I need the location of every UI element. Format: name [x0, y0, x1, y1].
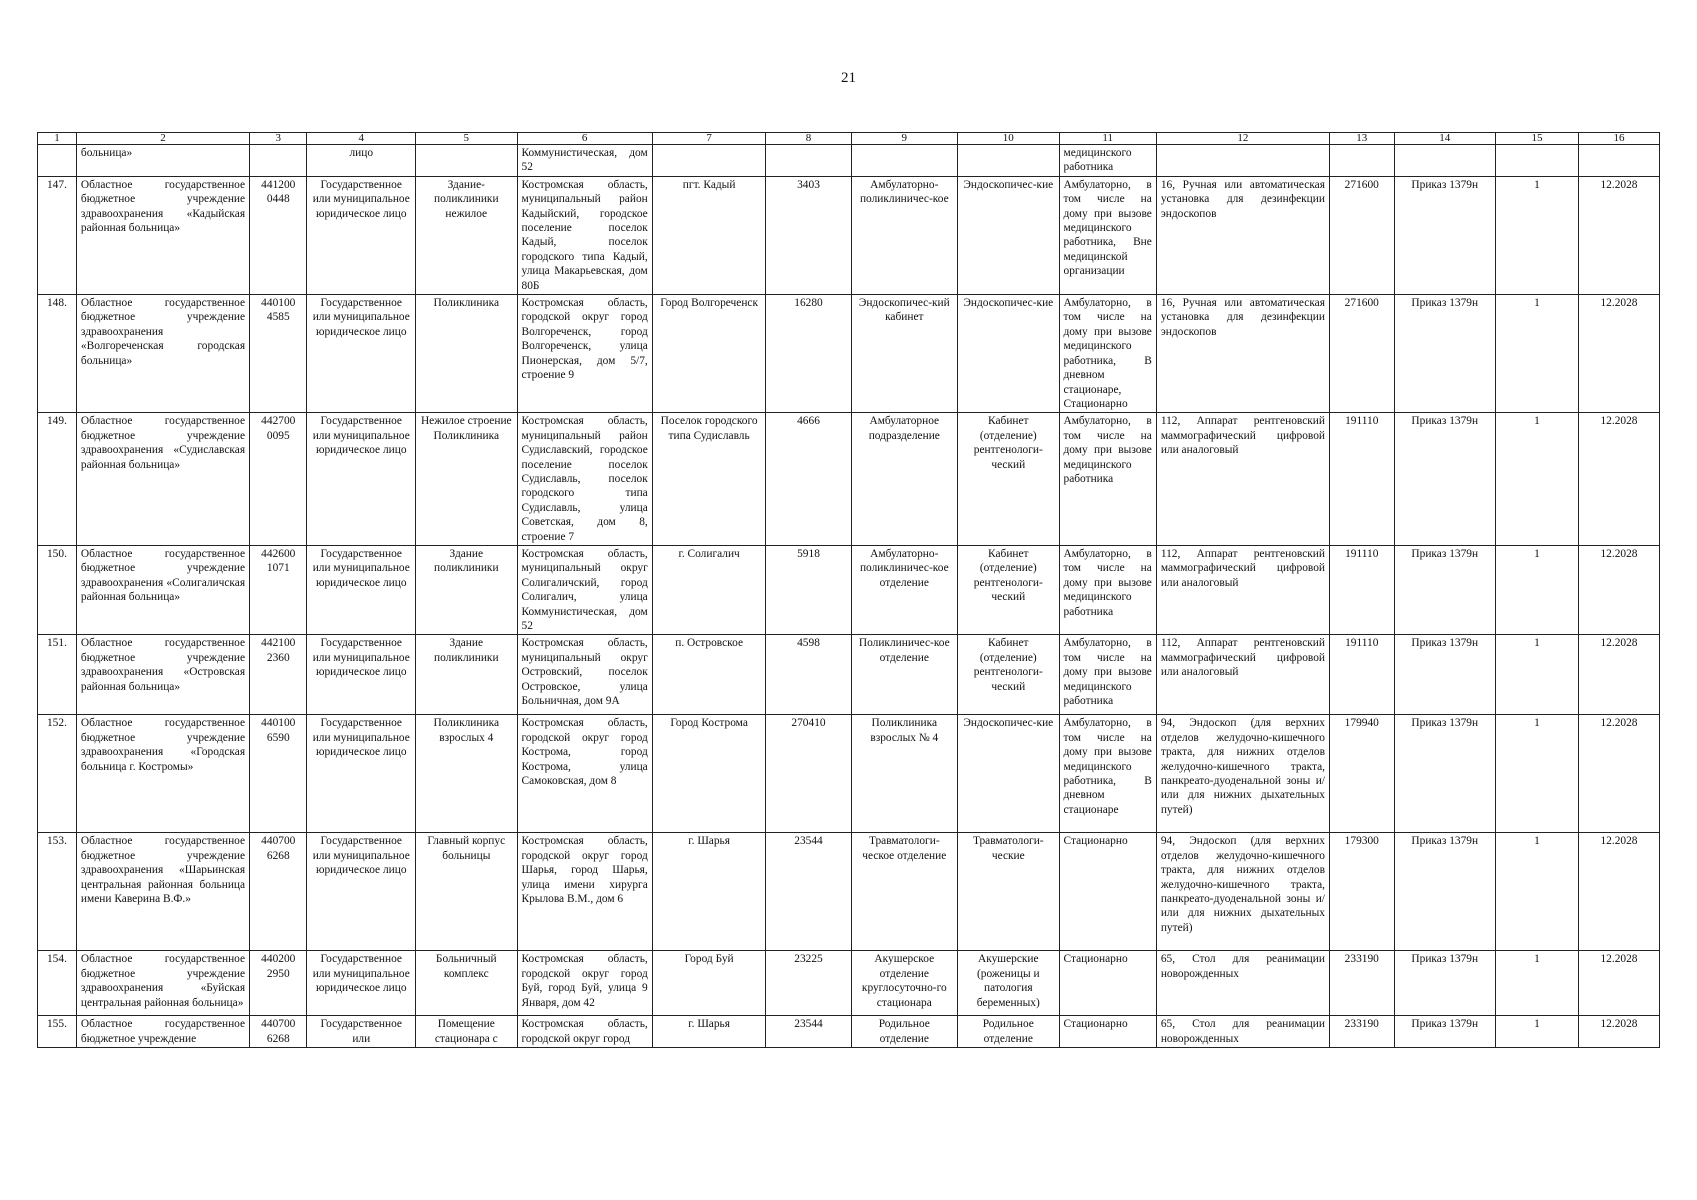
cell-building: Больничный комплекс	[416, 951, 517, 1016]
cell-oktmo-code: 442700 0095	[250, 413, 307, 546]
cell-deadline: 12.2028	[1578, 635, 1659, 715]
cell-legal-form: Государственное или	[307, 1016, 416, 1048]
cell-subdivision: Амбулаторное подразделение	[851, 413, 958, 546]
cell-oktmo-code: 440200 2950	[250, 951, 307, 1016]
cell-quantity: 1	[1495, 833, 1578, 951]
cell-institution-name: Областное государственное бюджетное учреждение здравоохранения «Солигаличская районная больница»	[76, 545, 249, 634]
cell-deadline: 12.2028	[1578, 715, 1659, 833]
cell-population: 3403	[766, 176, 851, 294]
cell-population: 23225	[766, 951, 851, 1016]
cell-deadline	[1578, 145, 1659, 177]
cell-row-number: 153.	[38, 833, 77, 951]
cell-institution-name: Областное государственное бюджетное учреждение здравоохранения «Кадыйская районная больница»	[76, 176, 249, 294]
cell-population: 270410	[766, 715, 851, 833]
cell-locality: Поселок городского типа Судиславль	[652, 413, 766, 546]
cell-population: 4598	[766, 635, 851, 715]
table-row	[38, 635, 1660, 715]
cell-profile: Кабинет (отделение) рентгенологи-ческий	[958, 635, 1059, 715]
cell-address: Костромская область, городской округ город	[517, 1016, 652, 1048]
cell-care-form: Амбулаторно, в том числе на дому при вызове медицинского работника	[1059, 635, 1156, 715]
cell-population: 5918	[766, 545, 851, 634]
cell-equipment-code: 179300	[1329, 833, 1394, 951]
cell-population: 23544	[766, 833, 851, 951]
cell-quantity: 1	[1495, 715, 1578, 833]
cell-institution-name: Областное государственное бюджетное учреждение здравоохранения «Островская районная больница»	[76, 635, 249, 715]
cell-address: Костромская область, муниципальный район Судиславский, городское поселение поселок Судиславль, поселок городского типа Судиславль, улица Советская, дом 8, строение 7	[517, 413, 652, 546]
page-number: 21	[841, 70, 856, 86]
cell-subdivision	[851, 145, 958, 177]
cell-subdivision: Травматологи-ческое отделение	[851, 833, 958, 951]
cell-quantity	[1495, 145, 1578, 177]
cell-profile: Эндоскопичес-кие	[958, 176, 1059, 294]
cell-building: Главный корпус больницы	[416, 833, 517, 951]
cell-population	[766, 145, 851, 177]
column-number-header: 2	[76, 133, 249, 145]
cell-row-number: 151.	[38, 635, 77, 715]
cell-equipment-code: 191110	[1329, 545, 1394, 634]
cell-institution-name: Областное государственное бюджетное учреждение здравоохранения «Волгореченская городская больница»	[76, 295, 249, 413]
cell-row-number: 150.	[38, 545, 77, 634]
cell-equipment: 112, Аппарат рентгеновский маммографический цифровой или аналоговый	[1156, 635, 1329, 715]
cell-address: Костромская область, городской округ город Кострома, город Кострома, улица Самоковская, дом 8	[517, 715, 652, 833]
cell-quantity: 1	[1495, 1016, 1578, 1048]
cell-legal-form: Государственное или муниципальное юридическое лицо	[307, 951, 416, 1016]
cell-building: Помещение стационара с	[416, 1016, 517, 1048]
cell-profile	[958, 145, 1059, 177]
column-number-header: 15	[1495, 133, 1578, 145]
cell-institution-name: Областное государственное бюджетное учреждение здравоохранения «Шарьинская центральная районная больница имени Каверина В.Ф.»	[76, 833, 249, 951]
cell-care-form: Амбулаторно, в том числе на дому при вызове медицинского работника, В дневном стационаре, Стационарно	[1059, 295, 1156, 413]
cell-oktmo-code: 440100 6590	[250, 715, 307, 833]
cell-deadline: 12.2028	[1578, 833, 1659, 951]
table-body	[38, 145, 1660, 1048]
cell-building: Нежилое строение Поликлиника	[416, 413, 517, 546]
column-number-row	[38, 133, 1660, 145]
column-number-header: 11	[1059, 133, 1156, 145]
cell-subdivision: Поликлиника взрослых № 4	[851, 715, 958, 833]
cell-locality	[652, 145, 766, 177]
cell-deadline: 12.2028	[1578, 413, 1659, 546]
cell-building: Поликлиника взрослых 4	[416, 715, 517, 833]
cell-institution-name: Областное государственное бюджетное учреждение здравоохранения «Буйская центральная районная больница»	[76, 951, 249, 1016]
cell-equipment: 94, Эндоскоп (для верхних отделов желудочно-кишечного тракта, для нижних отделов желудочно-кишечного тракта, панкреато-дуоденальной зоны и/или для нижних дыхательных путей)	[1156, 715, 1329, 833]
table-row	[38, 545, 1660, 634]
cell-quantity: 1	[1495, 176, 1578, 294]
cell-subdivision: Эндоскопичес-кий кабинет	[851, 295, 958, 413]
cell-equipment-code	[1329, 145, 1394, 177]
cell-equipment: 94, Эндоскоп (для верхних отделов желудочно-кишечного тракта, для нижних отделов желудочно-кишечного тракта, панкреато-дуоденальной зоны и/или для нижних дыхательных путей)	[1156, 833, 1329, 951]
cell-subdivision: Родильное отделение	[851, 1016, 958, 1048]
cell-address: Костромская область, муниципальный округ Островский, поселок Островское, улица Больничная, дом 9А	[517, 635, 652, 715]
cell-locality: г. Солигалич	[652, 545, 766, 634]
cell-subdivision: Поликлиничес-кое отделение	[851, 635, 958, 715]
column-number-header: 5	[416, 133, 517, 145]
table-row	[38, 833, 1660, 951]
cell-legal-form: лицо	[307, 145, 416, 177]
cell-legal-form: Государственное или муниципальное юридическое лицо	[307, 545, 416, 634]
cell-row-number: 155.	[38, 1016, 77, 1048]
cell-care-form: медицинского работника	[1059, 145, 1156, 177]
cell-locality: пгт. Кадый	[652, 176, 766, 294]
cell-legal-form: Государственное или муниципальное юридическое лицо	[307, 635, 416, 715]
cell-locality: Город Волгореченск	[652, 295, 766, 413]
table-row	[38, 715, 1660, 833]
cell-row-number: 147.	[38, 176, 77, 294]
cell-address: Костромская область, городской округ город Волгореченск, город Волгореченск, улица Пионерская, дом 5/7, строение 9	[517, 295, 652, 413]
cell-care-form: Стационарно	[1059, 1016, 1156, 1048]
cell-order: Приказ 1379н	[1394, 635, 1495, 715]
cell-population: 23544	[766, 1016, 851, 1048]
cell-quantity: 1	[1495, 295, 1578, 413]
cell-profile: Травматологи-ческие	[958, 833, 1059, 951]
column-number-header: 10	[958, 133, 1059, 145]
cell-care-form: Амбулаторно, в том числе на дому при вызове медицинского работника	[1059, 413, 1156, 546]
cell-equipment: 16, Ручная или автоматическая установка для дезинфекции эндоскопов	[1156, 295, 1329, 413]
cell-care-form: Амбулаторно, в том числе на дому при вызове медицинского работника, В дневном стационаре	[1059, 715, 1156, 833]
table-row	[38, 951, 1660, 1016]
table-row	[38, 176, 1660, 294]
cell-address: Костромская область, муниципальный район Кадыйский, городское поселение поселок Кадый, поселок городского типа Кадый, улица Макарьевская, дом 80Б	[517, 176, 652, 294]
column-number-header: 9	[851, 133, 958, 145]
cell-address: Костромская область, городской округ город Шарья, город Шарья, улица имени хирурга Крылова В.М., дом 6	[517, 833, 652, 951]
cell-profile: Акушерские (роженицы и патология беременных)	[958, 951, 1059, 1016]
cell-deadline: 12.2028	[1578, 1016, 1659, 1048]
cell-profile: Кабинет (отделение) рентгенологи-ческий	[958, 545, 1059, 634]
cell-row-number: 154.	[38, 951, 77, 1016]
cell-locality: г. Шарья	[652, 1016, 766, 1048]
cell-equipment-code: 191110	[1329, 413, 1394, 546]
cell-institution-name: Областное государственное бюджетное учреждение	[76, 1016, 249, 1048]
cell-locality: г. Шарья	[652, 833, 766, 951]
cell-locality: п. Островское	[652, 635, 766, 715]
cell-institution-name: Областное государственное бюджетное учреждение здравоохранения «Судиславская районная больница»	[76, 413, 249, 546]
cell-address: Коммунистическая, дом 52	[517, 145, 652, 177]
column-number-header: 4	[307, 133, 416, 145]
column-number-header: 8	[766, 133, 851, 145]
cell-deadline: 12.2028	[1578, 545, 1659, 634]
cell-population: 16280	[766, 295, 851, 413]
cell-quantity: 1	[1495, 413, 1578, 546]
cell-row-number	[38, 145, 77, 177]
cell-deadline: 12.2028	[1578, 951, 1659, 1016]
column-number-header: 3	[250, 133, 307, 145]
cell-quantity: 1	[1495, 635, 1578, 715]
cell-subdivision: Акушерское отделение круглосуточно-го стационара	[851, 951, 958, 1016]
cell-row-number: 149.	[38, 413, 77, 546]
column-number-header: 1	[38, 133, 77, 145]
cell-equipment: 112, Аппарат рентгеновский маммографический цифровой или аналоговый	[1156, 413, 1329, 546]
cell-order: Приказ 1379н	[1394, 951, 1495, 1016]
cell-building: Поликлиника	[416, 295, 517, 413]
cell-deadline: 12.2028	[1578, 176, 1659, 294]
column-number-header: 6	[517, 133, 652, 145]
cell-profile: Кабинет (отделение) рентгенологи-ческий	[958, 413, 1059, 546]
cell-equipment: 65, Стол для реанимации новорожденных	[1156, 951, 1329, 1016]
cell-deadline: 12.2028	[1578, 295, 1659, 413]
cell-oktmo-code: 442100 2360	[250, 635, 307, 715]
cell-institution-name: Областное государственное бюджетное учреждение здравоохранения «Городская больница г. Костромы»	[76, 715, 249, 833]
cell-equipment-code: 191110	[1329, 635, 1394, 715]
cell-institution-name: больница»	[76, 145, 249, 177]
cell-equipment-code: 233190	[1329, 951, 1394, 1016]
column-number-header: 14	[1394, 133, 1495, 145]
cell-equipment	[1156, 145, 1329, 177]
cell-address: Костромская область, городской округ город Буй, город Буй, улица 9 Января, дом 42	[517, 951, 652, 1016]
equipment-table	[37, 132, 1660, 1048]
cell-care-form: Стационарно	[1059, 951, 1156, 1016]
cell-oktmo-code: 440700 6268	[250, 1016, 307, 1048]
cell-order: Приказ 1379н	[1394, 413, 1495, 546]
cell-profile: Родильное отделение	[958, 1016, 1059, 1048]
cell-order: Приказ 1379н	[1394, 176, 1495, 294]
cell-profile: Эндоскопичес-кие	[958, 295, 1059, 413]
cell-order: Приказ 1379н	[1394, 833, 1495, 951]
cell-profile: Эндоскопичес-кие	[958, 715, 1059, 833]
cell-equipment: 16, Ручная или автоматическая установка для дезинфекции эндоскопов	[1156, 176, 1329, 294]
cell-care-form: Амбулаторно, в том числе на дому при вызове медицинского работника	[1059, 545, 1156, 634]
cell-quantity: 1	[1495, 545, 1578, 634]
cell-quantity: 1	[1495, 951, 1578, 1016]
cell-row-number: 152.	[38, 715, 77, 833]
cell-locality: Город Кострома	[652, 715, 766, 833]
cell-equipment: 112, Аппарат рентгеновский маммографический цифровой или аналоговый	[1156, 545, 1329, 634]
column-number-header: 7	[652, 133, 766, 145]
cell-oktmo-code	[250, 145, 307, 177]
cell-legal-form: Государственное или муниципальное юридическое лицо	[307, 176, 416, 294]
cell-equipment-code: 271600	[1329, 176, 1394, 294]
cell-building: Здание поликлиники	[416, 545, 517, 634]
table-row	[38, 295, 1660, 413]
cell-address: Костромская область, муниципальный округ Солигаличский, город Солигалич, улица Коммунистическая, дом 52	[517, 545, 652, 634]
cell-equipment-code: 179940	[1329, 715, 1394, 833]
cell-order: Приказ 1379н	[1394, 715, 1495, 833]
cell-equipment-code: 271600	[1329, 295, 1394, 413]
column-number-header: 16	[1578, 133, 1659, 145]
cell-row-number: 148.	[38, 295, 77, 413]
cell-order: Приказ 1379н	[1394, 295, 1495, 413]
column-number-header: 12	[1156, 133, 1329, 145]
cell-order: Приказ 1379н	[1394, 1016, 1495, 1048]
cell-legal-form: Государственное или муниципальное юридическое лицо	[307, 715, 416, 833]
cell-legal-form: Государственное или муниципальное юридическое лицо	[307, 413, 416, 546]
cell-oktmo-code: 440100 4585	[250, 295, 307, 413]
cell-legal-form: Государственное или муниципальное юридическое лицо	[307, 295, 416, 413]
cell-oktmo-code: 442600 1071	[250, 545, 307, 634]
cell-subdivision: Амбулаторно-поликлиничес-кое	[851, 176, 958, 294]
cell-locality: Город Буй	[652, 951, 766, 1016]
cell-population: 4666	[766, 413, 851, 546]
cell-care-form: Амбулаторно, в том числе на дому при вызове медицинского работника, Вне медицинской организации	[1059, 176, 1156, 294]
cell-legal-form: Государственное или муниципальное юридическое лицо	[307, 833, 416, 951]
table-row	[38, 145, 1660, 177]
cell-oktmo-code: 441200 0448	[250, 176, 307, 294]
column-number-header: 13	[1329, 133, 1394, 145]
cell-care-form: Стационарно	[1059, 833, 1156, 951]
cell-equipment-code: 233190	[1329, 1016, 1394, 1048]
cell-order: Приказ 1379н	[1394, 545, 1495, 634]
cell-building: Здание-поликлиники нежилое	[416, 176, 517, 294]
table-row	[38, 1016, 1660, 1048]
cell-building: Здание поликлиники	[416, 635, 517, 715]
cell-building	[416, 145, 517, 177]
table-row	[38, 413, 1660, 546]
cell-order	[1394, 145, 1495, 177]
cell-equipment: 65, Стол для реанимации новорожденных	[1156, 1016, 1329, 1048]
cell-subdivision: Амбулаторно-поликлиничес-кое отделение	[851, 545, 958, 634]
cell-oktmo-code: 440700 6268	[250, 833, 307, 951]
